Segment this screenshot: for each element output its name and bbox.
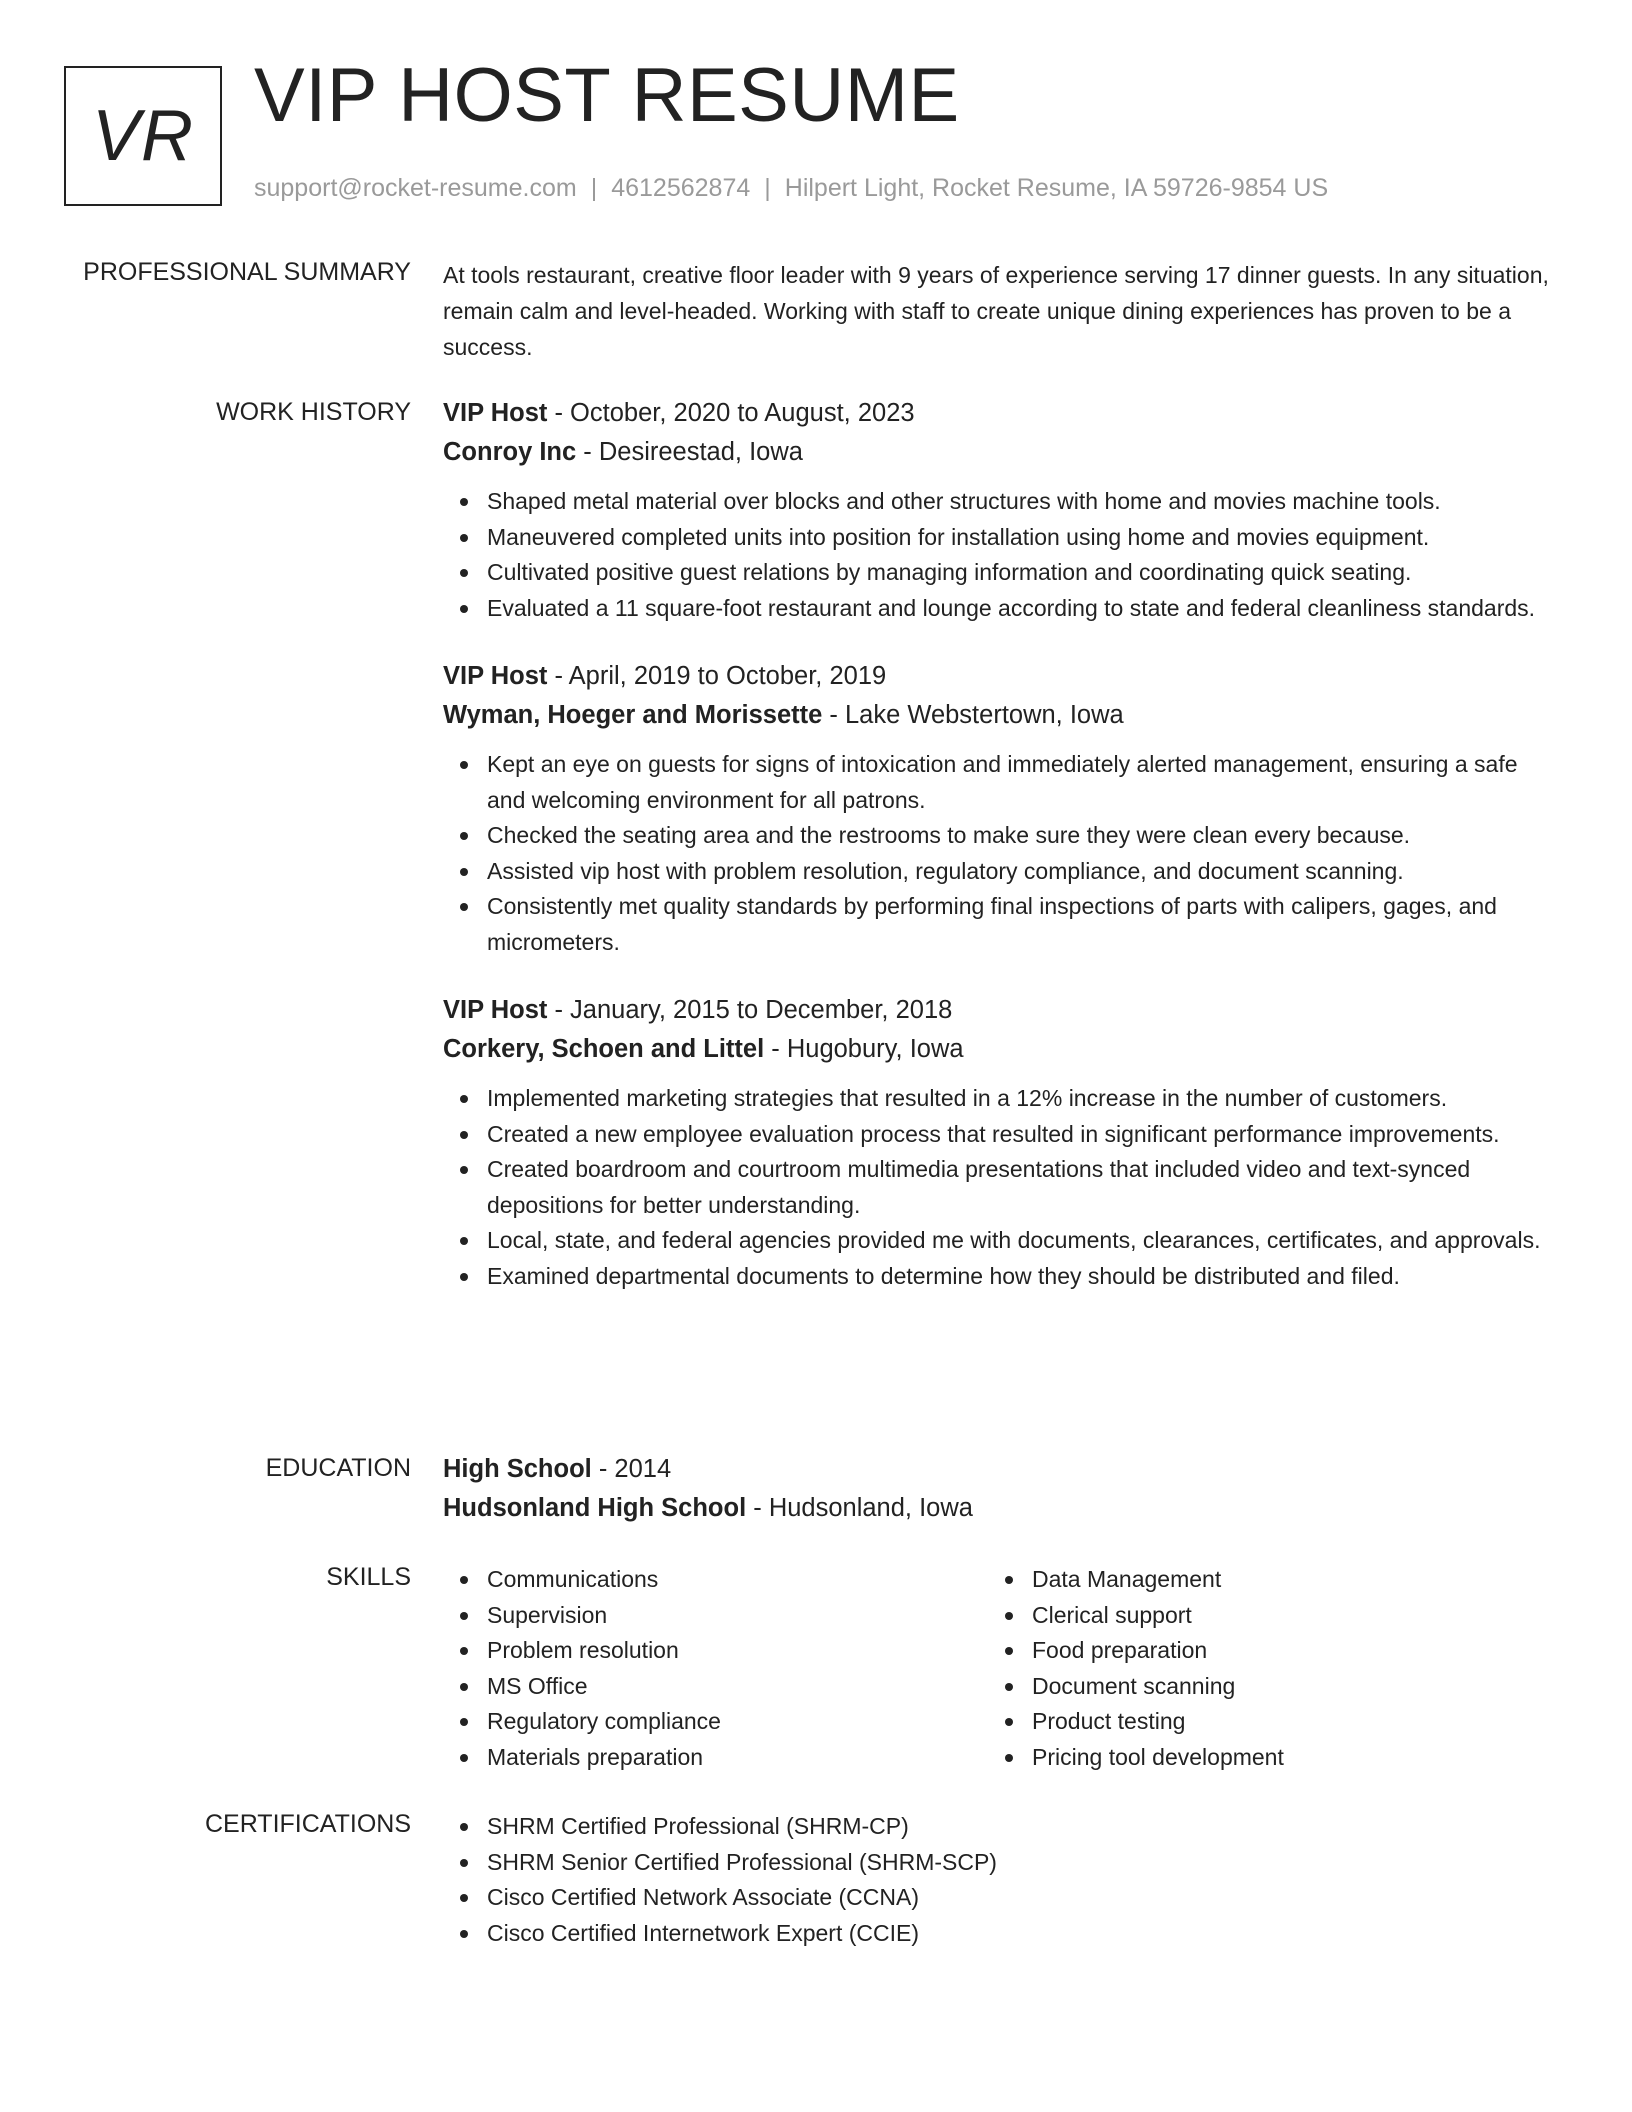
certification-item: SHRM Senior Certified Professional (SHRM-SCP) [487,1845,1553,1881]
list-item: Cultivated positive guest relations by managing information and coordinating quick seating. [487,555,1553,591]
job-entry [443,991,1553,1294]
contact-line [254,174,1328,203]
job-company-line [443,433,1553,472]
summary-body [443,257,1553,365]
list-item: Kept an eye on guests for signs of intoxication and immediately alerted management, ensuring a safe and welcoming environment for all patrons. [487,747,1553,818]
job-company: Wyman, Hoeger and Morissette [443,701,823,729]
skill-item: Pricing tool development [1032,1740,1533,1776]
contact-email: support@rocket-resume.com [254,174,577,202]
list-item: Consistently met quality standards by performing final inspections of parts with calipers, gages, and micrometers. [487,889,1553,960]
skill-item: Product testing [1032,1704,1533,1740]
job-dates: - January, 2015 to December, 2018 [547,996,953,1024]
monogram-logo [64,66,222,206]
section-label-certifications: CERTIFICATIONS [204,1810,411,1838]
education-school: Hudsonland High School [443,1494,747,1522]
job-dates: - October, 2020 to August, 2023 [547,399,915,427]
list-item: Created boardroom and courtroom multimedia presentations that included video and text-synced depositions for better understanding. [487,1152,1553,1223]
list-item: Created a new employee evaluation process that resulted in significant performance improvements. [487,1117,1553,1153]
job-bullets [443,484,1553,626]
skill-item: Materials preparation [487,1740,988,1776]
skill-item: Food preparation [1032,1633,1533,1669]
job-company: Conroy Inc [443,438,577,466]
job-company: Corkery, Schoen and Littel [443,1035,765,1063]
job-bullets [443,1081,1553,1294]
job-company-line [443,1030,1553,1069]
job-title: VIP Host [443,662,548,690]
skill-item: MS Office [487,1669,988,1705]
list-item: Maneuvered completed units into position for installation using home and movies equipment. [487,520,1553,556]
skill-item: Regulatory compliance [487,1704,988,1740]
job-title-line [443,394,1553,433]
job-dates: - April, 2019 to October, 2019 [547,662,887,690]
contact-separator: | [764,174,771,202]
job-company-line [443,696,1553,735]
list-item: Examined departmental documents to determine how they should be distributed and filed. [487,1259,1553,1295]
list-item: Assisted vip host with problem resolution, regulatory compliance, and document scanning. [487,854,1553,890]
job-entry [443,394,1553,626]
certification-item: Cisco Certified Internetwork Expert (CCIE) [487,1916,1553,1952]
monogram-text: VR [91,96,195,176]
job-title-line [443,657,1553,696]
list-item: Checked the seating area and the restrooms to make sure they were clean every because. [487,818,1553,854]
job-entry [443,657,1553,960]
list-item: Evaluated a 11 square-foot restaurant and lounge according to state and federal cleanliness standards. [487,591,1553,627]
certification-item: SHRM Certified Professional (SHRM-CP) [487,1809,1553,1845]
skills-list-right [988,1562,1533,1775]
section-label-skills: SKILLS [326,1563,411,1591]
work-history-body [443,394,1553,1294]
skills-list-left [443,1562,988,1775]
section-label-education: EDUCATION [265,1454,411,1482]
job-title: VIP Host [443,399,548,427]
skill-item: Problem resolution [487,1633,988,1669]
certifications-body [443,1809,1553,1951]
contact-separator: | [590,174,598,202]
summary-text: At tools restaurant, creative floor leader with 9 years of experience serving 17 dinner guests. In any situation, remain calm and level-headed. Working with staff to create unique dining experiences has proven to be a success. [443,262,1549,360]
job-title-line [443,991,1553,1030]
skill-item: Document scanning [1032,1669,1533,1705]
list-item: Shaped metal material over blocks and other structures with home and movies machine tools. [487,484,1553,520]
certifications-list [443,1809,1553,1951]
contact-address: Hilpert Light, Rocket Resume, IA 59726-9854 US [784,174,1329,202]
skills-columns [443,1562,1553,1775]
skill-item: Communications [487,1562,988,1598]
education-year: - 2014 [591,1455,672,1483]
education-school-line [443,1489,1553,1528]
job-location: - Desireestad, Iowa [576,438,803,466]
section-label-summary: PROFESSIONAL SUMMARY [83,258,411,286]
job-location: - Lake Webstertown, Iowa [822,701,1124,729]
education-degree-line [443,1450,1553,1489]
skill-item: Clerical support [1032,1598,1533,1634]
skill-item: Data Management [1032,1562,1533,1598]
job-title: VIP Host [443,996,548,1024]
job-bullets [443,747,1553,960]
job-location: - Hugobury, Iowa [764,1035,964,1063]
skill-item: Supervision [487,1598,988,1634]
contact-phone: 4612562874 [611,174,751,202]
section-label-work-history: WORK HISTORY [216,398,411,426]
list-item: Local, state, and federal agencies provided me with documents, clearances, certificates, and approvals. [487,1223,1553,1259]
education-location: - Hudsonland, Iowa [746,1494,973,1522]
list-item: Implemented marketing strategies that resulted in a 12% increase in the number of customers. [487,1081,1553,1117]
education-body [443,1450,1553,1528]
resume-title: VIP HOST RESUME [254,53,960,138]
skills-body [443,1562,1553,1775]
certification-item: Cisco Certified Network Associate (CCNA) [487,1880,1553,1916]
education-degree: High School [443,1455,592,1483]
